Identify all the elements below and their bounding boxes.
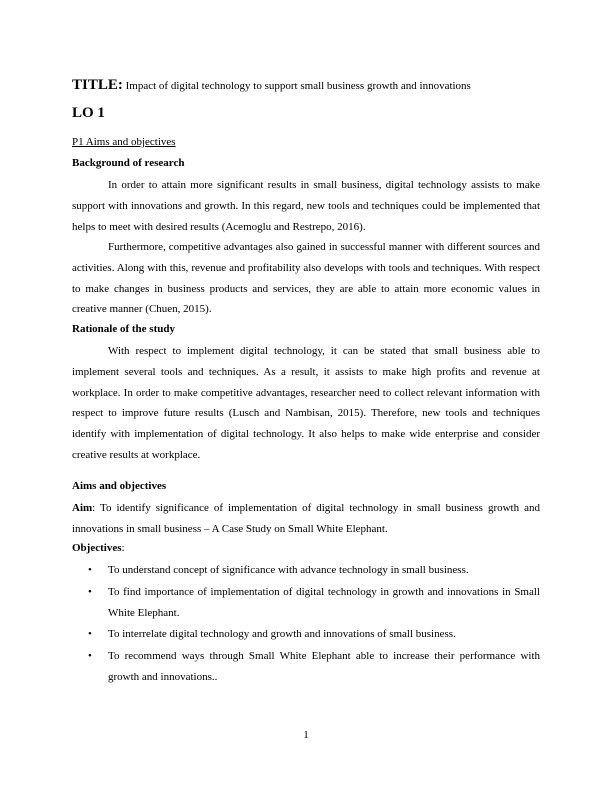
- bullet-icon: •: [88, 564, 92, 576]
- section-heading: P1 Aims and objectives: [72, 136, 176, 148]
- bullet-icon: •: [88, 650, 92, 663]
- title-line: [72, 77, 471, 94]
- list-item: [72, 624, 540, 645]
- list-item: [72, 560, 540, 581]
- objectives-list: [72, 560, 540, 689]
- objective-text: To recommend ways through Small White Elephant able to increase their performance with growth and innovations..: [108, 650, 540, 683]
- background-paragraph-2: Furthermore, competitive advantages also gained in successful manner with different sources and activities. Along with this, revenue and profitability also develops with tools and techniques. With respect to make changes in business products and services, they are able to attain more economic values in creative manner (Chuen, 2015).: [72, 241, 540, 316]
- background-heading: Background of research: [72, 157, 185, 169]
- bullet-icon: •: [88, 585, 92, 598]
- objectives-colon: :: [121, 542, 125, 554]
- list-item: [72, 646, 540, 688]
- bullet-icon: •: [88, 628, 92, 641]
- title-label: TITLE:: [72, 77, 123, 93]
- lo-heading: LO 1: [72, 105, 105, 121]
- aims-heading: Aims and objectives: [72, 480, 167, 492]
- objectives-heading: [72, 542, 125, 554]
- rationale-paragraph: With respect to implement digital technology, it can be stated that small business able to implement several tools and techniques. As a result, it assists to make high profits and revenue at workplace. In order to make competitive advantages, researcher need to collect relevant information with respect to improve future results (Lusch and Nambisan, 2015). Therefore, new tools and techniques identify with implementation of digital technology. It also helps to make wide enterprise and consider creative results at workplace.: [72, 345, 540, 461]
- page-number: 1: [303, 729, 309, 741]
- objective-text: To find importance of implementation of digital technology in growth and innovations in Small White Elephant.: [108, 585, 540, 619]
- objectives-label: Objectives: [72, 542, 122, 554]
- rationale-heading: Rationale of the study: [72, 323, 175, 335]
- aim-label: Aim: [72, 502, 93, 514]
- aim-text: : To identify significance of implementation of digital technology in small business growth and innovations in small business – A Case Study on Small White Elephant.: [72, 502, 540, 535]
- list-item: [72, 582, 540, 624]
- title-text: Impact of digital technology to support small business growth and innovations: [125, 80, 471, 92]
- objective-text: To interrelate digital technology and growth and innovations of small business.: [108, 628, 456, 641]
- objective-text: To understand concept of significance with advance technology in small business.: [108, 564, 469, 576]
- background-paragraph-1: In order to attain more significant results in small business, digital technology assists to make support with innovations and growth. In this regard, new tools and techniques could be implemented that helps to meet with desired results (Acemoglu and Restrepo, 2016).: [72, 179, 540, 233]
- aim-statement: [72, 498, 540, 540]
